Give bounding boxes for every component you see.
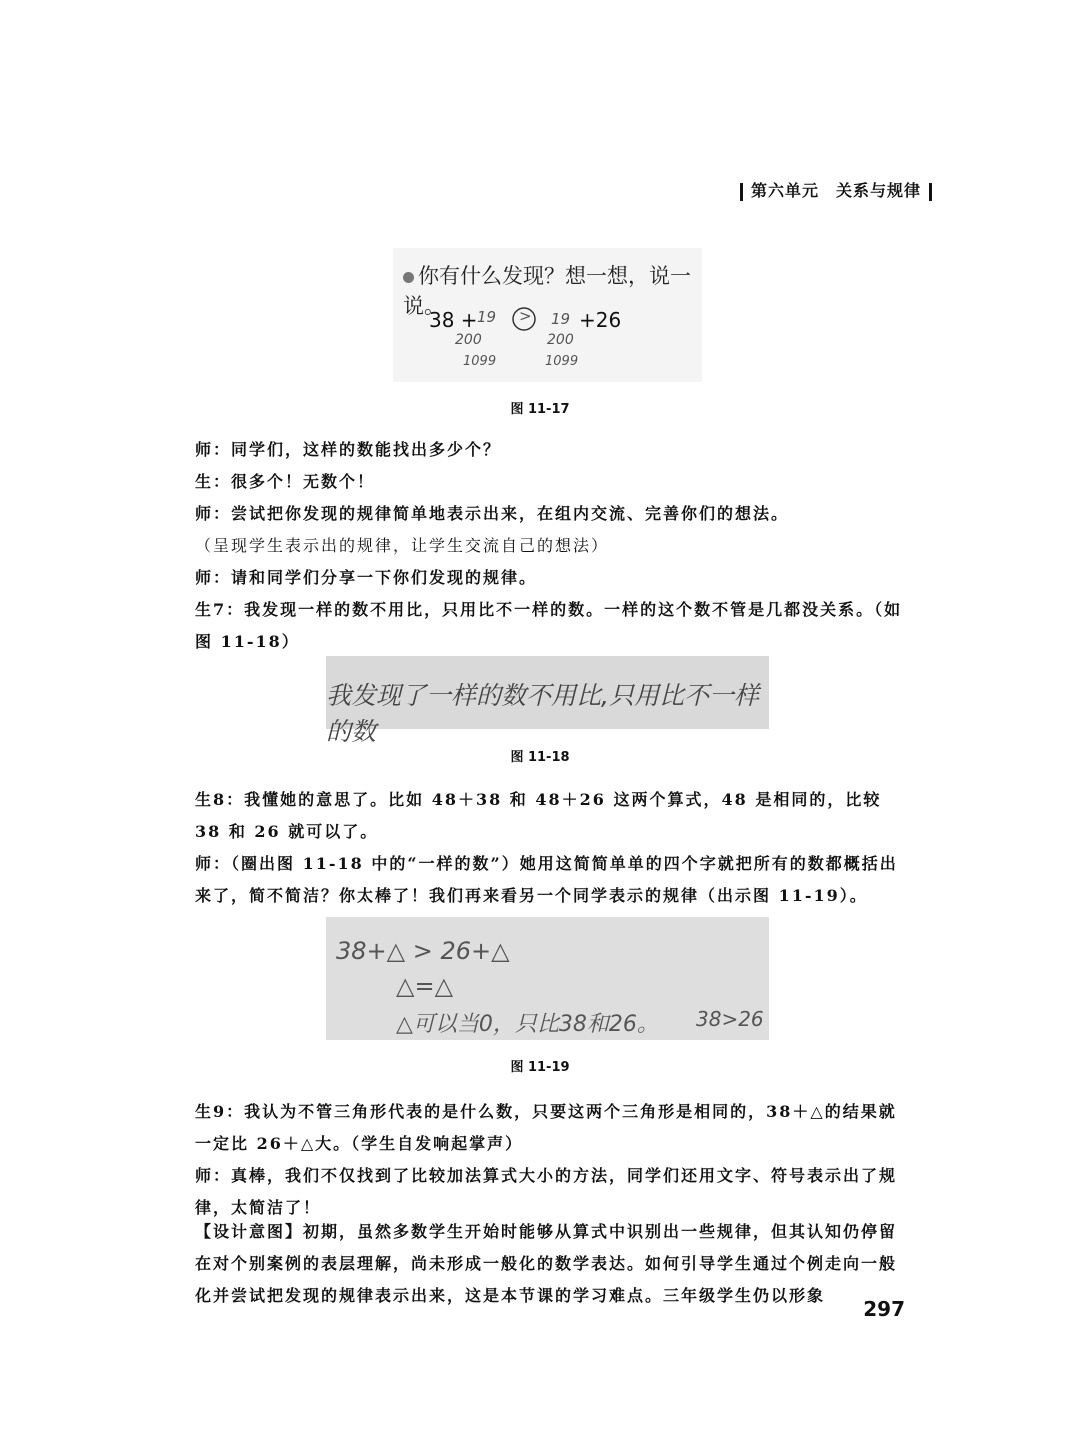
dialogue-line-2: 生：很多个！无数个！ bbox=[195, 472, 376, 491]
question-text: 你有什么发现？想一想，说一说。 bbox=[403, 264, 691, 318]
figure-11-18 bbox=[326, 656, 769, 746]
right-expression: +26 bbox=[579, 308, 622, 332]
dialogue-line-3: 师：尝试把你发现的规律简单地表示出来，在组内交流、完善你们的想法。 bbox=[195, 504, 790, 523]
hw-line-3: △可以当0，只比38和26。 bbox=[396, 1012, 659, 1037]
dialogue-line-4: （呈现学生表示出的规律，让学生交流自己的想法） bbox=[195, 536, 610, 555]
hw-right-1: 19 bbox=[551, 310, 571, 328]
running-header bbox=[732, 178, 940, 201]
student7-paragraph: 生7：我发现一样的数不用比，只用比不一样的数。一样的这个数不管是几都没关系。（如图 11-18） bbox=[195, 600, 903, 651]
hw-left-3: 1099 bbox=[463, 354, 497, 369]
header-bar-right bbox=[929, 183, 932, 201]
teacher-praise-paragraph: 师：（圈出图 11-18 中的“一样的数”）她用这简简单单的四个字就把所有的数都概括出来了，简不简洁？你太棒了！我们再来看另一个同学表示的规律（出示图 11-19）。 bbox=[195, 854, 898, 905]
student9-paragraph: 生9：我认为不管三角形代表的是什么数，只要这两个三角形是相同的，38＋△的结果就一定比 26＋△大。（学生自发响起掌声） bbox=[195, 1102, 897, 1153]
student8-paragraph: 生8：我懂她的意思了。比如 48＋38 和 48＋26 这两个算式，48 是相同的，比较 38 和 26 就可以了。 bbox=[195, 790, 882, 841]
left-expression: 38 + bbox=[429, 308, 478, 332]
caption-11-19: 图 11-19 bbox=[510, 1060, 570, 1075]
compare-symbol: > bbox=[519, 307, 532, 325]
hw-line-1: 38+△ > 26+△ bbox=[336, 937, 510, 965]
teacher-final-paragraph: 师：真棒，我们不仅找到了比较加法算式大小的方法，同学们还用文字、符号表示出了规律，太简洁了！ bbox=[195, 1166, 898, 1217]
hw-right-3: 1099 bbox=[545, 354, 579, 369]
dialogue-line-1: 师：同学们，这样的数能找出多少个？ bbox=[195, 440, 502, 459]
hw-line-2: △=△ bbox=[396, 972, 454, 1000]
header-bar-left bbox=[740, 183, 743, 201]
design-intent-paragraph: 【设计意图】初期，虽然多数学生开始时能够从算式中识别出一些规律，但其认知仍停留在对个别案例的表层理解，尚未形成一般化的数学表达。如何引导学生通过个例走向一般化并尝试把发现的规律表示出来，这是本节课的学习难点。三年级学生仍以形象 bbox=[195, 1222, 898, 1305]
bullet-icon bbox=[403, 272, 414, 283]
caption-11-18: 图 11-18 bbox=[510, 750, 570, 765]
handwriting-11-18: 我发现了一样的数不用比,只用比不一样的数 bbox=[326, 681, 759, 746]
hw-line-3b: 38>26 bbox=[696, 1007, 764, 1031]
figure-11-17 bbox=[393, 248, 702, 382]
dialogue-line-5: 师：请和同学们分享一下你们发现的规律。 bbox=[195, 568, 538, 587]
hw-left-1: 19 bbox=[477, 308, 497, 326]
hw-right-2: 200 bbox=[547, 332, 574, 348]
header-title: 第六单元 关系与规律 bbox=[750, 181, 921, 200]
caption-11-17: 图 11-17 bbox=[510, 402, 570, 417]
hw-left-2: 200 bbox=[455, 332, 482, 348]
page-number: 297 bbox=[863, 1297, 905, 1321]
figure-11-19 bbox=[326, 917, 769, 1040]
